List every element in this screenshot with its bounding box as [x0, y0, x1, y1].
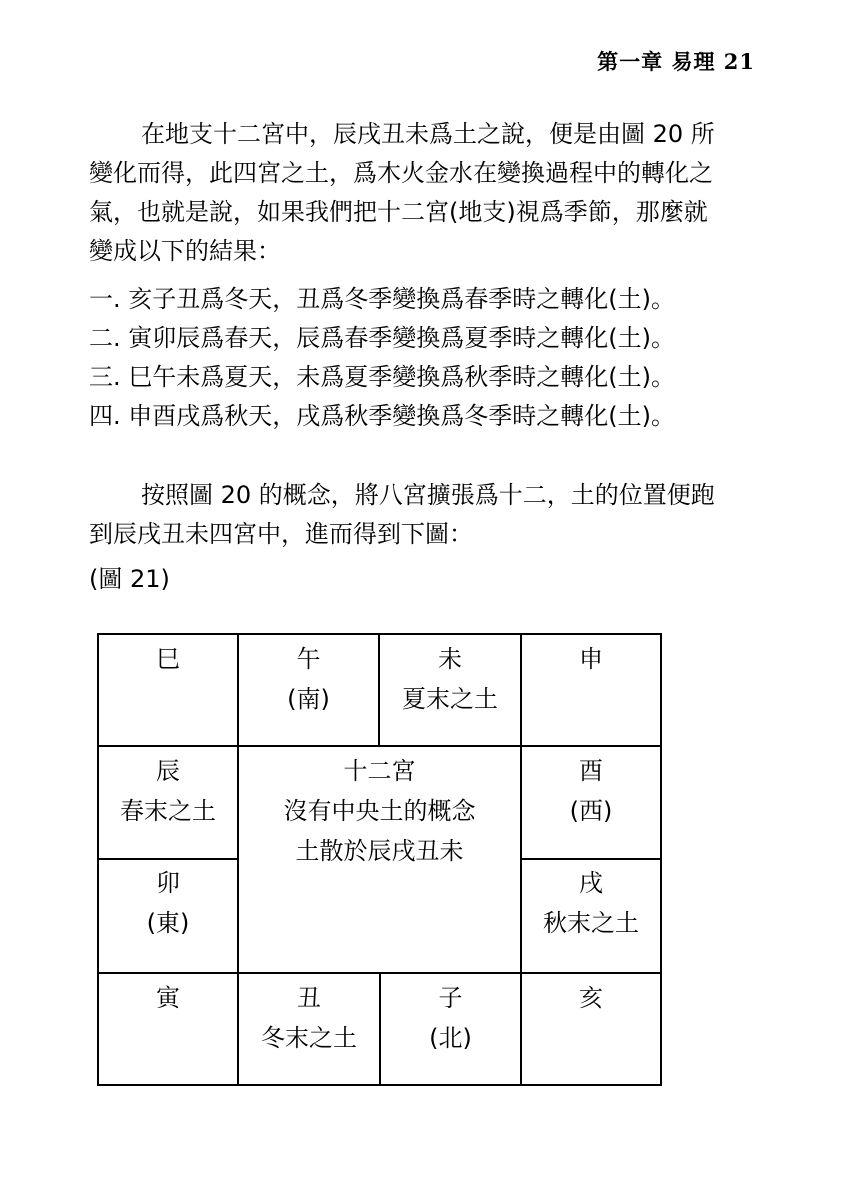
palace-note: (北) [429, 1024, 472, 1052]
palace-note: (東) [146, 909, 190, 937]
palace-note: 春末之土 [120, 797, 216, 825]
palace-branch: 寅 [156, 984, 180, 1012]
palace-xu [522, 863, 660, 943]
season-list [89, 280, 759, 436]
palace-branch: 辰 [156, 757, 180, 785]
palace-branch: 丑 [297, 984, 321, 1012]
palace-chou [239, 978, 379, 1058]
palace-branch: 酉 [579, 757, 603, 785]
center-line: 土散於辰戌丑未 [295, 837, 464, 865]
list-item: 二. 寅卯辰爲春天，辰爲春季變換爲夏季時之轉化(土)。 [89, 324, 675, 352]
palace-note: 秋末之土 [543, 909, 639, 937]
palace-note: 冬末之土 [261, 1024, 357, 1052]
running-head: 第一章 易理 21 [597, 49, 755, 74]
palace-branch: 巳 [156, 645, 180, 673]
center-line: 沒有中央土的概念 [283, 797, 476, 825]
diagram-divider [99, 858, 238, 860]
paragraph-1-line: 變化而得，此四宮之土，爲木火金水在變換過程中的轉化之 [89, 159, 713, 187]
palace-wu [239, 639, 378, 719]
twelve-palaces-diagram [97, 633, 662, 1086]
paragraph-2 [89, 476, 759, 554]
palace-shen [522, 639, 660, 679]
palace-hai [522, 978, 660, 1018]
palace-branch: 子 [438, 984, 463, 1012]
list-item: 一. 亥子丑爲冬天，丑爲冬季變換爲春季時之轉化(土)。 [89, 285, 675, 313]
palace-wei [380, 639, 520, 719]
palace-yin [99, 978, 237, 1018]
list-item: 四. 申酉戌爲秋天，戌爲秋季變換爲冬季時之轉化(土)。 [89, 402, 675, 430]
paragraph-2-line: 按照圖 20 的概念，將八宮擴張爲十二，土的位置便跑 [141, 481, 715, 509]
figure-caption: (圖 21) [89, 565, 170, 593]
palace-note: (南) [287, 685, 330, 713]
palace-branch: 戌 [579, 869, 603, 897]
paragraph-1-line: 在地支十二宮中，辰戌丑未爲土之說，便是由圖 20 所 [141, 120, 715, 148]
center-title: 十二宮 [343, 757, 416, 785]
palace-si [99, 639, 237, 679]
palace-branch: 未 [438, 645, 462, 673]
paragraph-2-line: 到辰戌丑未四宮中，進而得到下圖： [89, 520, 473, 548]
palace-chen [99, 751, 237, 831]
diagram-divider [97, 745, 662, 747]
palace-zi [381, 978, 520, 1058]
palace-branch: 午 [296, 645, 321, 673]
palace-note: (西) [569, 797, 613, 825]
center-palace [239, 751, 520, 871]
palace-note: 夏末之土 [402, 685, 498, 713]
diagram-divider [97, 972, 662, 974]
list-item: 三. 巳午未爲夏天，未爲夏季變換爲秋季時之轉化(土)。 [89, 363, 675, 391]
palace-branch: 卯 [156, 869, 180, 897]
palace-branch: 亥 [579, 984, 603, 1012]
diagram-divider [522, 858, 661, 860]
paragraph-1 [89, 115, 759, 271]
palace-you [522, 751, 660, 831]
paragraph-1-line: 氣，也就是說，如果我們把十二宮(地支)視爲季節，那麼就 [89, 198, 708, 226]
paragraph-1-line: 變成以下的結果： [89, 237, 281, 265]
palace-branch: 申 [579, 645, 603, 673]
palace-mao [99, 863, 237, 943]
